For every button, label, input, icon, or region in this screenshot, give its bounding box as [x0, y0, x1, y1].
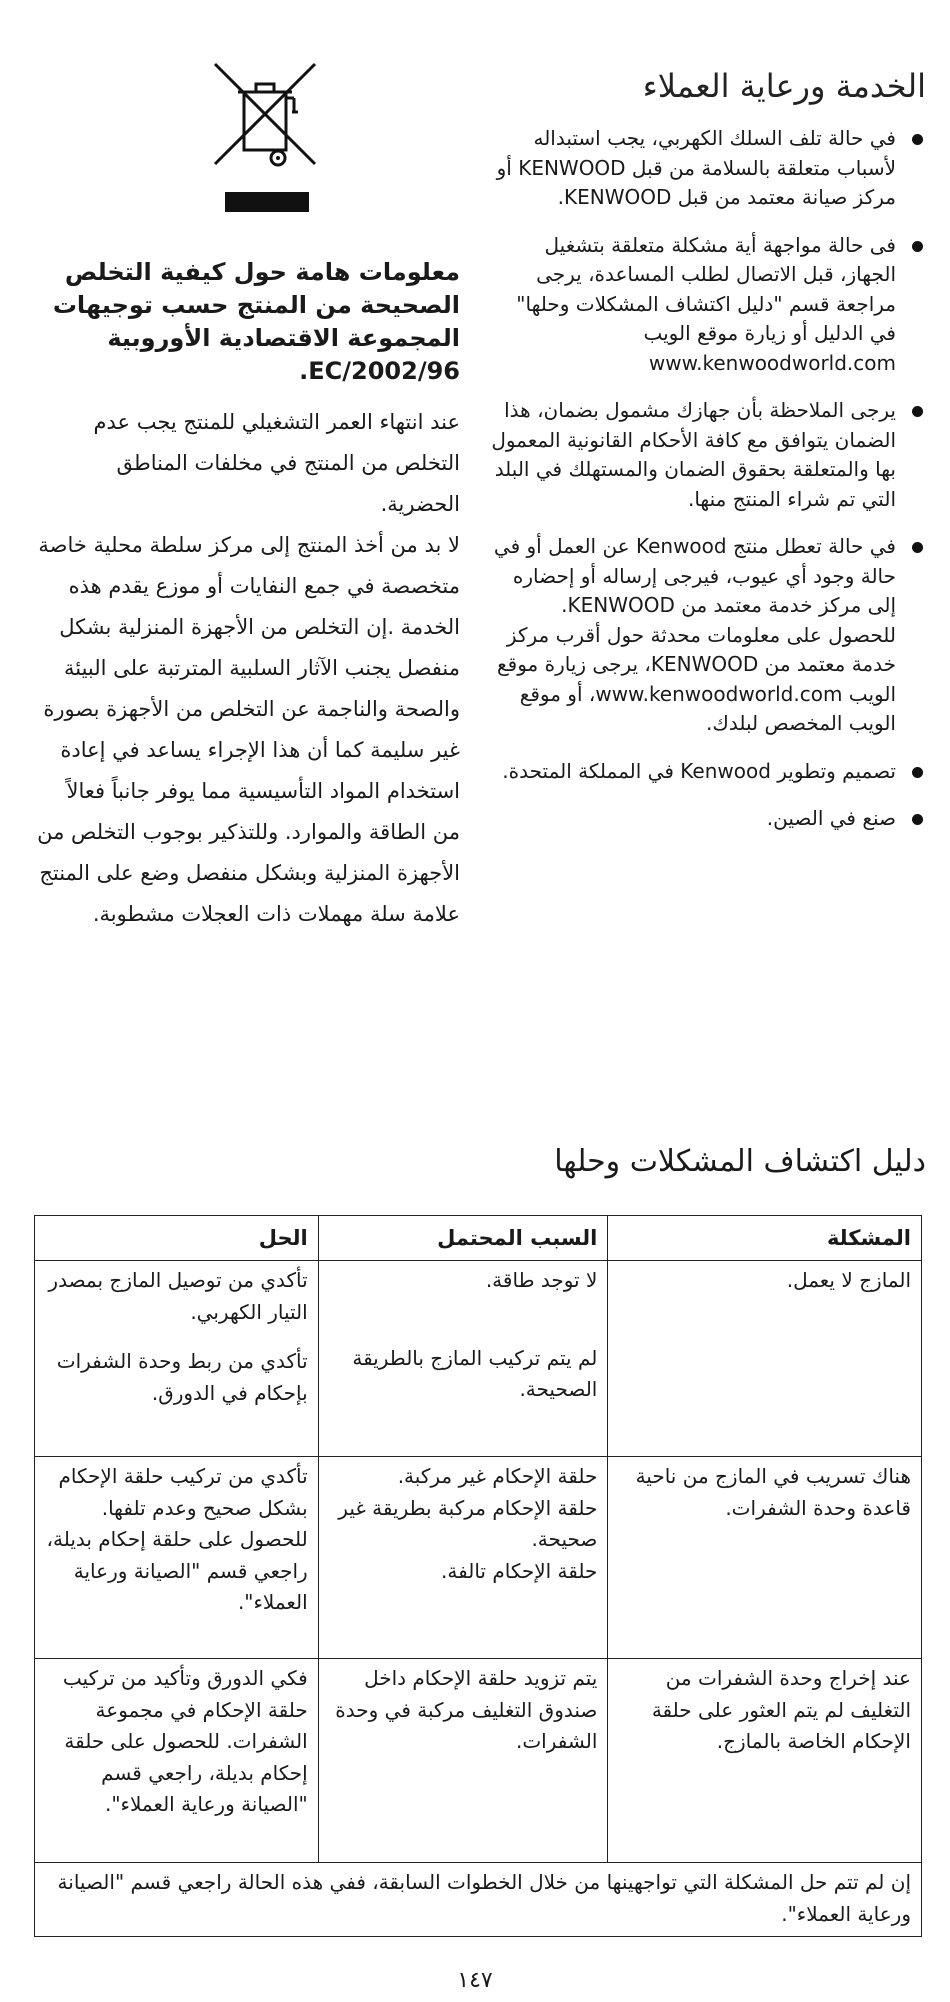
table-header-row — [35, 1216, 922, 1261]
list-item: صنع في الصين. — [490, 804, 926, 834]
troubleshooting-table — [34, 1215, 922, 1937]
table-footer-row — [35, 1863, 922, 1937]
bullet-icon — [912, 767, 923, 778]
crossed-out-wheelie-bin-icon — [212, 62, 322, 212]
disposal-paragraph: عند انتهاء العمر التشغيلي للمنتج يجب عدم التخلص من المنتج في مخلفات المناطق الحضرية. — [93, 410, 460, 516]
wheelie-bin-svg — [212, 62, 322, 187]
weee-bar — [225, 192, 309, 212]
disposal-title: معلومات هامة حول كيفية التخلص الصحيحة من المنتج حسب توجيهات المجموعة الاقتصادية الأوروبية 2002/96/EC. — [52, 258, 460, 385]
list-item: يرجى الملاحظة بأن جهازك مشمول بضمان، هذا الضمان يتوافق مع كافة الأحكام القانونية المعمول بها والمتعلقة بحقوق الضمان والمستهلك في البلد التي تم شراء المنتج منها. — [490, 396, 926, 514]
cell-cause: حلقة الإحكام غير مركبة. حلقة الإحكام مركبة بطريقة غير صحيحة. حلقة الإحكام تالفة. — [318, 1457, 608, 1659]
header-solution: الحل — [35, 1216, 319, 1261]
list-item: في حالة تعطل منتج Kenwood عن العمل أو في حالة وجود أي عيوب، فيرجى إرساله أو إحضاره إلى مركز خدمة معتمد من KENWOOD. للحصول على معلومات محدثة حول أقرب مركز خدمة معتمد من KENWOOD، يرجى زيارة موقع الويب www.kenwoodworld.com، أو موقع الويب المخصص لبلدك. — [490, 532, 926, 739]
table-row — [35, 1457, 922, 1659]
footer-note: إن لم تتم حل المشكلة التي تواجهينها من خلال الخطوات السابقة، ففي هذه الحالة راجعي قسم "الصيانة ورعاية العملاء". — [35, 1863, 922, 1937]
list-item: تصميم وتطوير Kenwood في المملكة المتحدة. — [490, 757, 926, 787]
disposal-section — [34, 62, 460, 935]
disposal-paragraph: لا بد من أخذ المنتج إلى مركز سلطة محلية خاصة متخصصة في جمع النفايات أو موزع يقدم هذه الخدمة .إن التخلص من الأجهزة المنزلية بشكل منفصل يجنب الآثار السلبية المترتبة على البيئة والصحة والناجمة عن التخلص من الأجهزة بصورة غير سليمة كما أن هذا الإجراء يساعد في إعادة استخدام المواد التأسيسية مما يوفر جانباً فعالاً من الطاقة والموارد. وللتذكير بوجوب التخلص من الأجهزة المنزلية وبشكل منفصل وضع على المنتج علامة سلة مهملات ذات العجلات مشطوبة. — [37, 533, 460, 926]
bullet-icon — [912, 542, 923, 553]
customer-service-section — [490, 62, 926, 852]
bullet-icon — [912, 406, 923, 417]
cell-problem: عند إخراج وحدة الشفرات من التغليف لم يتم العثور على حلقة الإحكام الخاصة بالمازج. — [608, 1659, 922, 1863]
header-cause: السبب المحتمل — [318, 1216, 608, 1261]
list-item: في حالة تلف السلك الكهربي، يجب استبداله لأسباب متعلقة بالسلامة من قبل KENWOOD أو مركز صيانة معتمد من قبل KENWOOD. — [490, 124, 926, 213]
table-row — [35, 1659, 922, 1863]
customer-service-list — [490, 124, 926, 834]
page-number: ١٤٧ — [457, 1968, 493, 1993]
bullet-icon — [912, 134, 923, 145]
customer-service-title: الخدمة ورعاية العملاء — [642, 67, 926, 105]
header-problem: المشكلة — [608, 1216, 922, 1261]
cell-cause: لا توجد طاقة. لم يتم تركيب المازج بالطريقة الصحيحة. — [318, 1261, 608, 1457]
cell-problem: هناك تسريب في المازج من ناحية قاعدة وحدة الشفرات. — [608, 1457, 922, 1659]
cell-solution: تأكدي من تركيب حلقة الإحكام بشكل صحيح وعدم تلفها. للحصول على حلقة إحكام بديلة، راجعي قسم "الصيانة ورعاية العملاء". — [35, 1457, 319, 1659]
cell-cause: يتم تزويد حلقة الإحكام داخل صندوق التغليف مركبة في وحدة الشفرات. — [318, 1659, 608, 1863]
cell-solution: فكي الدورق وتأكيد من تركيب حلقة الإحكام في مجموعة الشفرات. للحصول على حلقة إحكام بديلة، راجعي قسم "الصيانة ورعاية العملاء". — [35, 1659, 319, 1863]
cell-solution: تأكدي من توصيل المازج بمصدر التيار الكهربي. تأكدي من ربط وحدة الشفرات بإحكام في الدورق. — [35, 1261, 319, 1457]
cell-problem: المازج لا يعمل. — [608, 1261, 922, 1457]
list-item: فى حالة مواجهة أية مشكلة متعلقة بتشغيل الجهاز، قبل الاتصال لطلب المساعدة، يرجى مراجعة قسم "دليل اكتشاف المشكلات وحلها" في الدليل أو زيارة موقع الويب www.kenwoodworld.com — [490, 231, 926, 379]
bullet-icon — [912, 241, 923, 252]
table-row — [35, 1261, 922, 1457]
bullet-icon — [912, 814, 923, 825]
troubleshooting-title: دليل اكتشاف المشكلات وحلها — [554, 1144, 926, 1179]
